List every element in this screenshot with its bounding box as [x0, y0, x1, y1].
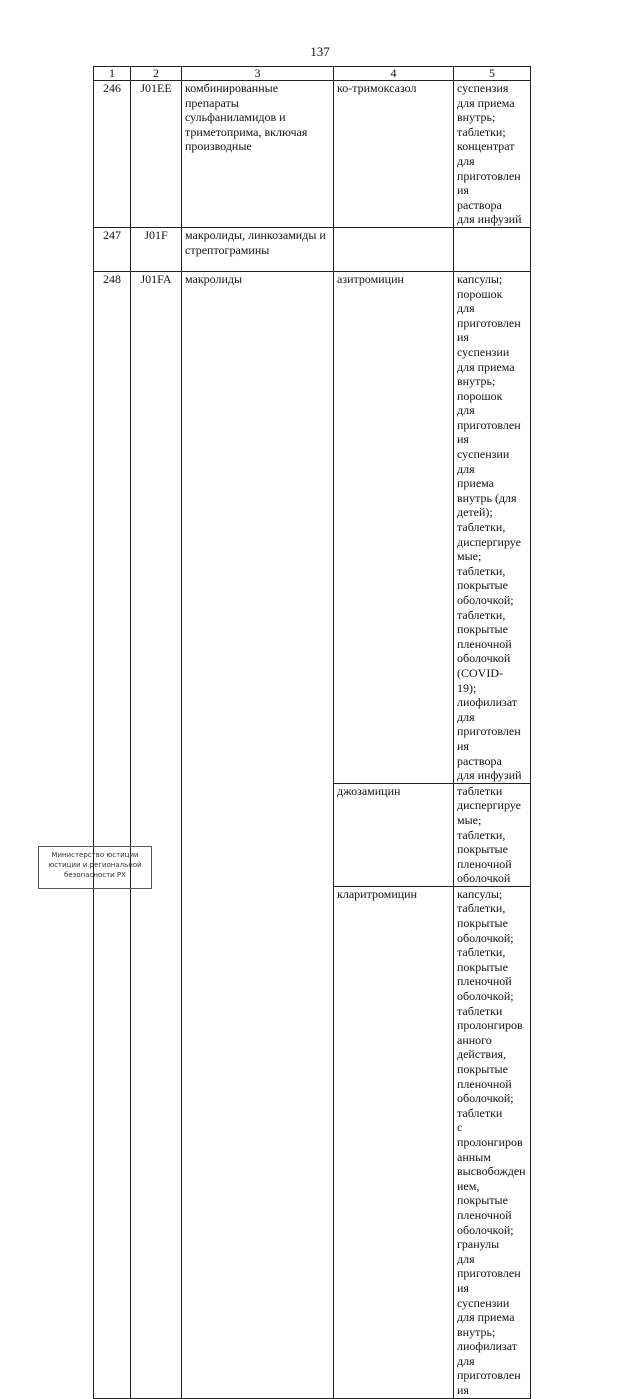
column-header: 2	[131, 67, 182, 81]
page-number: 137	[310, 44, 330, 59]
group-name: макролиды, линкозамиды и стрептограмины	[182, 227, 334, 271]
group-name: макролиды	[182, 271, 334, 1398]
table-row	[94, 81, 531, 228]
column-header: 3	[182, 67, 334, 81]
column-header: 1	[94, 67, 131, 81]
column-header: 4	[334, 67, 454, 81]
header-row	[94, 67, 531, 81]
stamp-line: юстиции и региональной	[48, 861, 142, 869]
dosage-forms	[454, 227, 531, 271]
dosage-forms: капсулы; таблетки, покрытые оболочкой; таблетки, покрытые пленочной оболочкой; таблетки пролонгированного действия, покрытые пленочной оболочкой; таблетки с пролонгированным высвобождением, покрытые пленочной оболочкой; гранулы для приготовления суспензии для приема внутрь; лиофилизат для приготовления	[454, 886, 531, 1398]
drug-name	[334, 227, 454, 271]
drug-name: джозамицин	[334, 783, 454, 886]
drug-name: кларитромицин	[334, 886, 454, 1398]
dosage-forms: суспензия для приема внутрь; таблетки; концентрат для приготовления раствора для инфузий	[454, 81, 531, 228]
dosage-forms: капсулы; порошок для приготовления суспензии для приема внутрь; порошок для приготовления суспензии для приема внутрь (для детей); таблетки, диспергируемые; таблетки, покрытые оболочкой; таблетки, покрытые пленочной оболочкой (COVID- 19); лиофилизат для приготовления раствора для инфузий	[454, 271, 531, 783]
table-row	[94, 271, 531, 783]
row-number: 247	[94, 227, 131, 271]
atc-code: J01F	[131, 227, 182, 271]
atc-code: J01EE	[131, 81, 182, 228]
atc-code: J01FA	[131, 271, 182, 1398]
stamp-line: безопасности РХ	[64, 871, 126, 879]
row-number: 246	[94, 81, 131, 228]
stamp-line: Министерство юстиции	[51, 851, 139, 859]
drug-table	[93, 66, 531, 1399]
row-number: 248	[94, 271, 131, 1398]
group-name: комбинированные препараты сульфаниламидов и триметоприма, включая производные	[182, 81, 334, 228]
table-row	[94, 227, 531, 271]
drug-name: азитромицин	[334, 271, 454, 783]
dosage-forms: таблетки диспергируемые; таблетки, покрытые пленочной оболочкой	[454, 783, 531, 886]
drug-name: ко-тримоксазол	[334, 81, 454, 228]
column-header: 5	[454, 67, 531, 81]
registration-stamp	[38, 846, 152, 889]
